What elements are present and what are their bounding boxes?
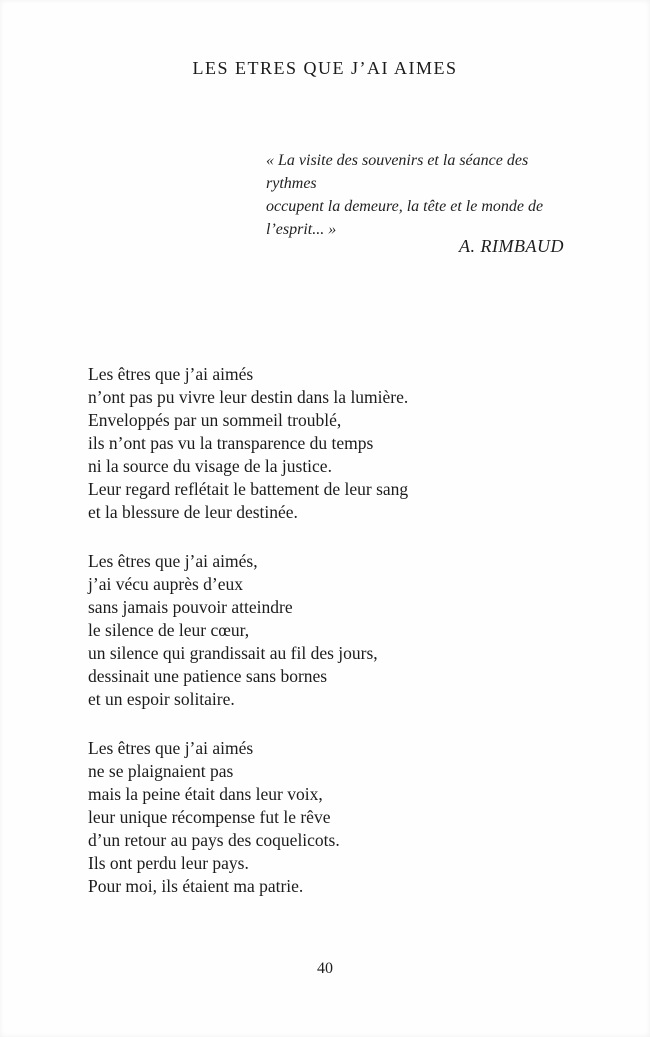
poem-line: et un espoir solitaire. [88, 689, 235, 709]
epigraph-attribution: A. RIMBAUD [459, 236, 564, 256]
poem-line: Les êtres que j’ai aimés [88, 738, 254, 758]
epigraph [266, 149, 576, 241]
poem-line: ils n’ont pas vu la transparence du temps [88, 433, 374, 453]
stanza-3 [88, 737, 588, 898]
poem-line: le silence de leur cœur, [88, 620, 250, 640]
poem-line: leur unique récompense fut le rêve [88, 807, 331, 827]
poem-line: Ils ont perdu leur pays. [88, 853, 249, 873]
poem-line: Enveloppés par un sommeil troublé, [88, 410, 342, 430]
page-number: 40 [317, 960, 333, 977]
poem-line: Les êtres que j’ai aimés, [88, 551, 258, 571]
poem-line: Leur regard reflétait le battement de leur sang [88, 479, 409, 499]
stanza-2 [88, 550, 588, 711]
epigraph-line: « La visite des souvenirs et la séance des rythmes [266, 152, 529, 192]
poem-line: un silence qui grandissait au fil des jours, [88, 643, 378, 663]
poem [88, 363, 588, 924]
poem-line: dessinait une patience sans bornes [88, 666, 328, 686]
poem-line: j’ai vécu auprès d’eux [88, 574, 243, 594]
poem-line: Pour moi, ils étaient ma patrie. [88, 876, 304, 896]
poem-line: n’ont pas pu vivre leur destin dans la lumière. [88, 387, 409, 407]
stanza-1 [88, 363, 588, 524]
epigraph-line: occupent la demeure, la tête et le monde de [266, 198, 544, 215]
epigraph-line: l’esprit... » [266, 221, 337, 238]
poem-line: sans jamais pouvoir atteindre [88, 597, 293, 617]
poem-line: et la blessure de leur destinée. [88, 502, 298, 522]
page-title: LES ETRES QUE J’AI AIMES [192, 58, 458, 78]
poem-line: ni la source du visage de la justice. [88, 456, 332, 476]
poem-line: d’un retour au pays des coquelicots. [88, 830, 340, 850]
poem-line: Les êtres que j’ai aimés [88, 364, 254, 384]
poem-line: ne se plaignaient pas [88, 761, 234, 781]
poem-line: mais la peine était dans leur voix, [88, 784, 323, 804]
